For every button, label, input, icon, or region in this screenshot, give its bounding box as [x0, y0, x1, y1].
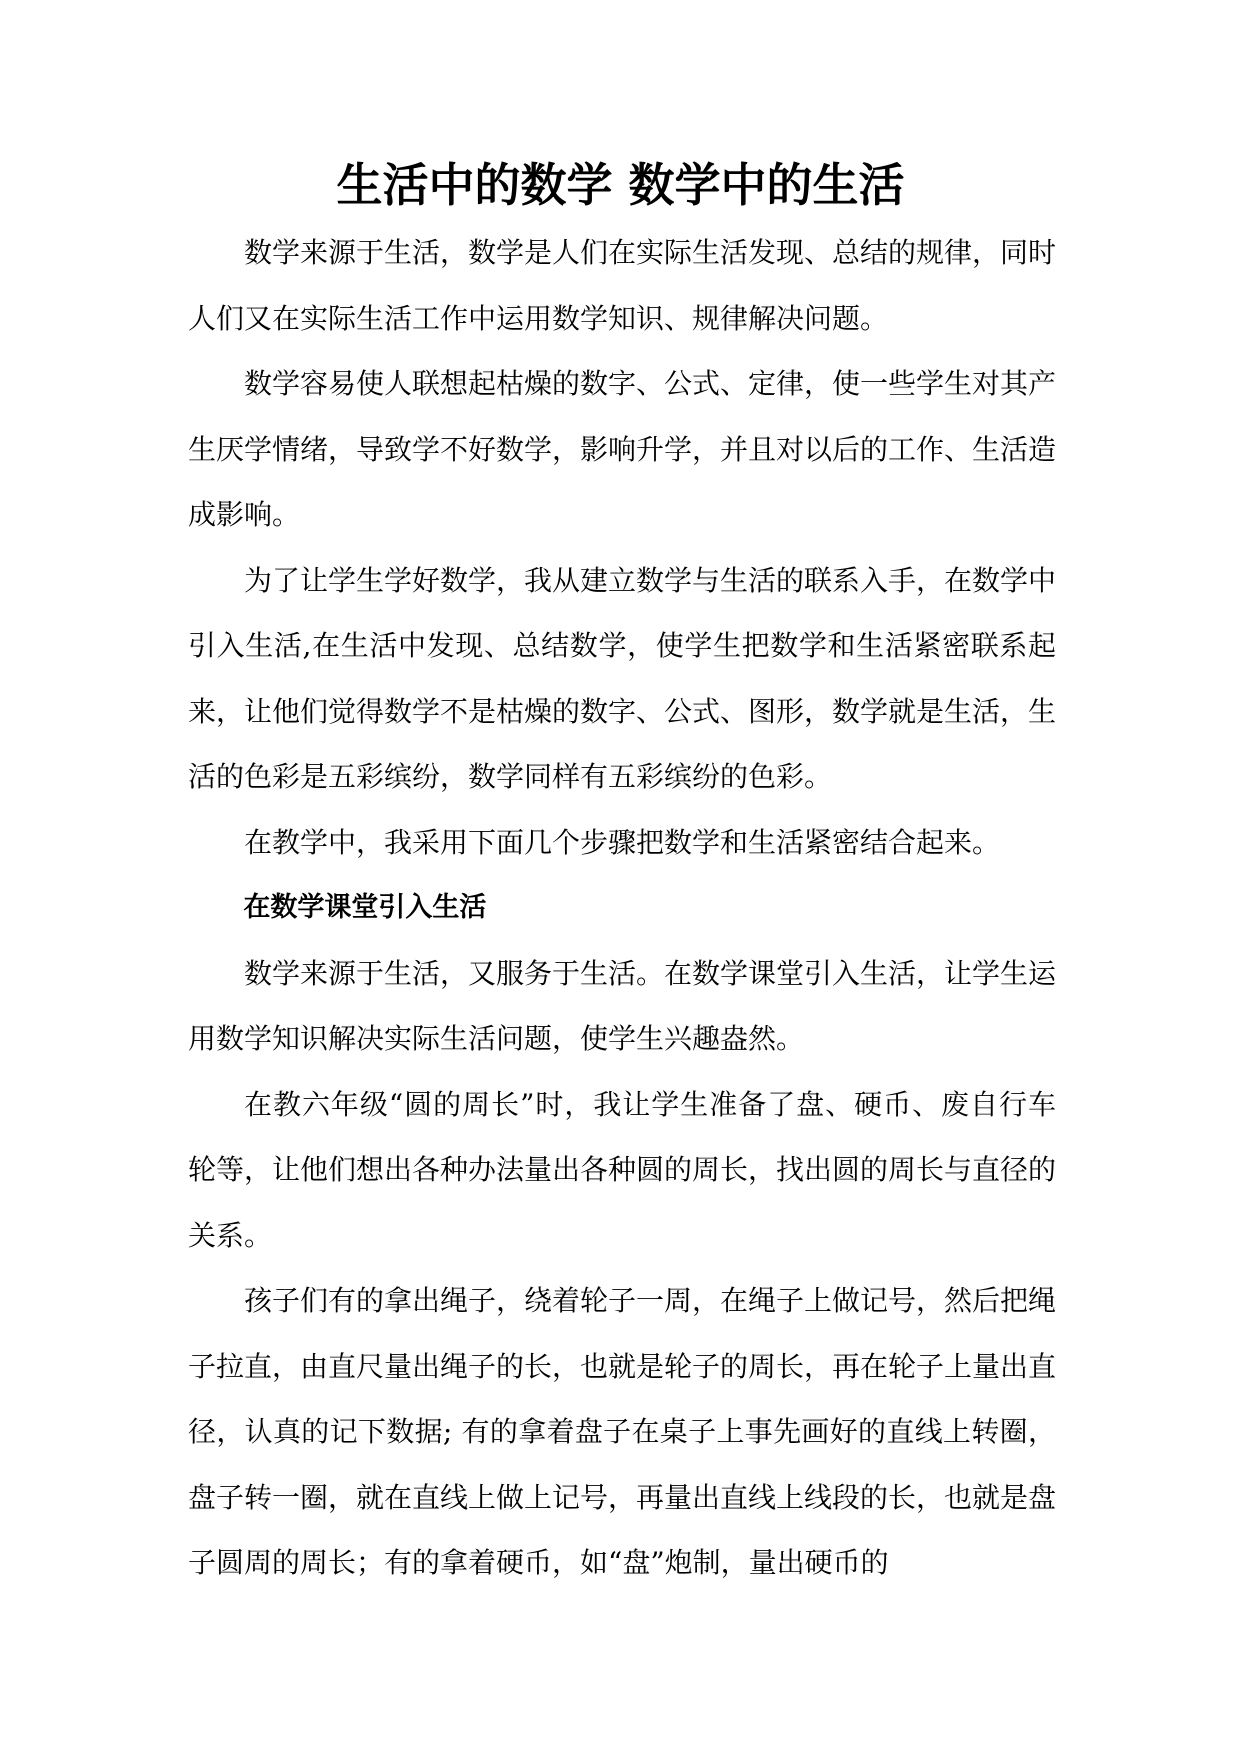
section-heading: 在数学课堂引入生活	[243, 892, 487, 923]
paragraph: 在教六年级“圆的周长”时，我让学生准备了盘、硬币、废自行车轮等，让他们想出各种办法量出各种圆的周长，找出圆的周长与直径的关系。	[188, 1087, 1057, 1252]
paragraph: 数学容易使人联想起枯燥的数字、公式、定律，使一些学生对其产生厌学情绪，导致学不好数学，影响升学，并且对以后的工作、生活造成影响。	[188, 367, 1057, 531]
paragraph: 在教学中，我采用下面几个步骤把数学和生活紧密结合起来。	[244, 825, 1001, 859]
paragraph: 孩子们有的拿出绳子，绕着轮子一周，在绳子上做记号，然后把绳子拉直，由直尺量出绳子的长，也就是轮子的周长，再在轮子上量出直径，认真的记下数据; 有的拿着盘子在桌子上事先画好的直线上转圈，盘子转一圈，就在直线上做上记号，再量出直线上线段的长，也就是盘子圆周的周长；有的拿着硬币，如“盘”炮制，量出硬币的	[188, 1284, 1057, 1579]
paragraph: 数学来源于生活，数学是人们在实际生活发现、总结的规律，同时人们又在实际生活工作中运用数学知识、规律解决问题。	[188, 236, 1057, 335]
document-body	[188, 220, 1056, 1596]
paragraph: 数学来源于生活，又服务于生活。在数学课堂引入生活，让学生运用数学知识解决实际生活问题，使学生兴趣盎然。	[188, 956, 1057, 1055]
paragraph: 为了让学生学好数学，我从建立数学与生活的联系入手，在数学中引入生活,在生活中发现、总结数学，使学生把数学和生活紧密联系起来，让他们觉得数学不是枯燥的数字、公式、图形，数学就是生活，生活的色彩是五彩缤纷，数学同样有五彩缤纷的色彩。	[188, 563, 1057, 793]
document-title: 生活中的数学 数学中的生活	[336, 158, 905, 212]
